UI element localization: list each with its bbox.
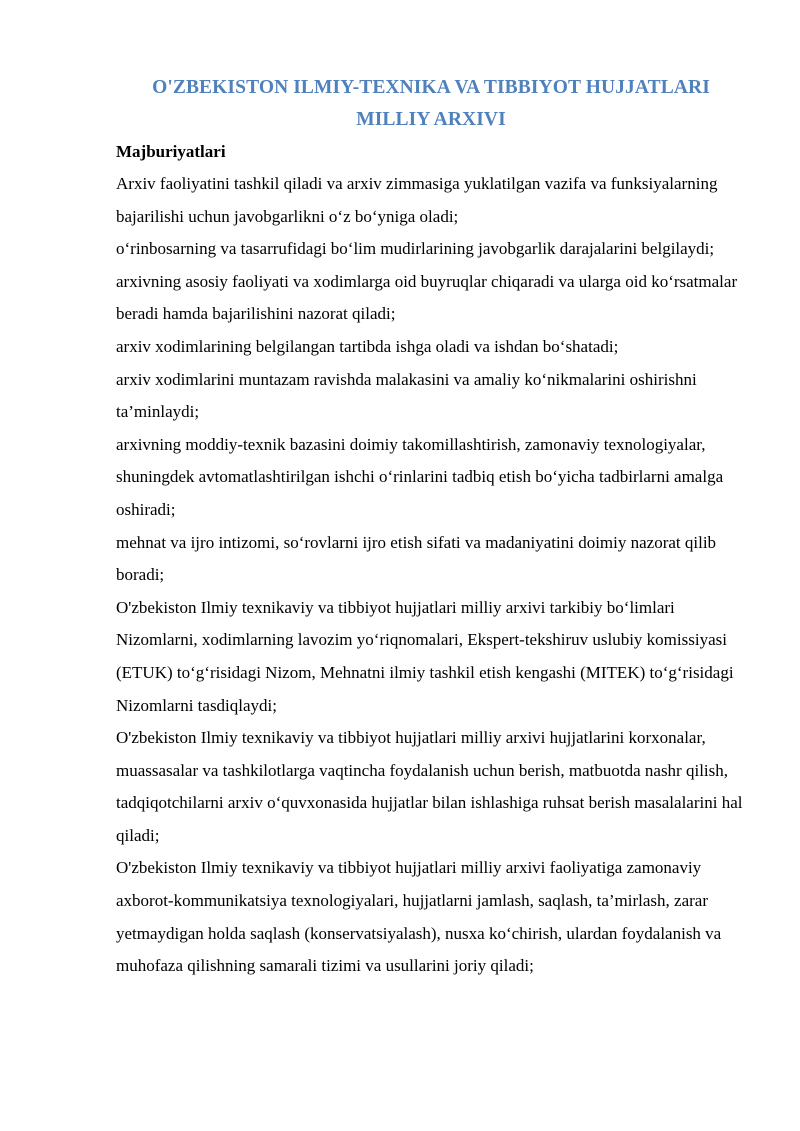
paragraph: O'zbekiston Ilmiy texnikaviy va tibbiyot hujjatlari milliy arxivi hujjatlarini korxonalar, muassasalar va tashkilotlarga vaqtincha foydalanish uchun berish, matbuotda nashr qilish, tadqiqotchilarni arxiv o‘quvxonasida hujjatlar bilan ishlashiga ruhsat berish masalalarini hal qiladi; <box>116 728 743 845</box>
paragraph: o‘rinbosarning va tasarrufidagi bo‘lim mudirlarining javobgarlik darajalarini belgilaydi; <box>116 239 715 259</box>
document-title: O'ZBEKISTON ILMIY-TEXNIKA VA TIBBIYOT HUJJATLARI MILLIY ARXIVI <box>152 77 710 130</box>
paragraph: Arxiv faoliyatini tashkil qiladi va arxiv zimmasiga yuklatilgan vazifa va funksiyalarning bajarilishi uchun javobgarlikni o‘z bo‘yniga oladi; <box>116 174 718 226</box>
paragraph: arxiv xodimlarining belgilangan tartibda ishga oladi va ishdan bo‘shatadi; <box>116 336 619 356</box>
paragraph: arxivning moddiy-texnik bazasini doimiy takomillashtirish, zamonaviy texnologiyalar, shuningdek avtomatlashtirilgan ishchi o‘rinlarini tadbiq etish bo‘yicha tadbirlarni amalga oshiradi; <box>116 434 724 519</box>
document-page <box>116 72 746 983</box>
paragraph: mehnat va ijro intizomi, so‘rovlarni ijro etish sifati va madaniyatini doimiy nazorat qilib boradi; <box>116 532 717 585</box>
paragraph: O'zbekiston Ilmiy texnikaviy va tibbiyot hujjatlari milliy arxivi faoliyatiga zamonaviy axborot-kommunikatsiya texnologiyalari, hujjatlarni jamlash, saqlash, ta’mirlash, zarar yetmaydigan holda saqlash (konservatsiyalash), nusxa ko‘chirish, ulardan foydalanish va muhofaza qilishning samarali tizimi va usullarini joriy qiladi; <box>116 858 722 976</box>
paragraph: O'zbekiston Ilmiy texnikaviy va tibbiyot hujjatlari milliy arxivi tarkibiy bo‘limlari Nizomlarni, xodimlarning lavozim yo‘riqnomalari, Ekspert-tekshiruv uslubiy komissiyasi (ETUK) to‘g‘risidagi Nizom, Mehnatni ilmiy tashkil etish kengashi (MITEK) to‘g‘risidagi Nizomlarni tasdiqlaydi; <box>116 597 734 715</box>
section-heading: Majburiyatlari <box>116 142 226 161</box>
paragraph: arxiv xodimlarini muntazam ravishda malakasini va amaliy ko‘nikmalarini oshirishni ta’minlaydi; <box>116 369 697 422</box>
paragraph: arxivning asosiy faoliyati va xodimlarga oid buyruqlar chiqaradi va ularga oid ko‘rsatmalar beradi hamda bajarilishini nazorat qiladi; <box>116 271 738 324</box>
